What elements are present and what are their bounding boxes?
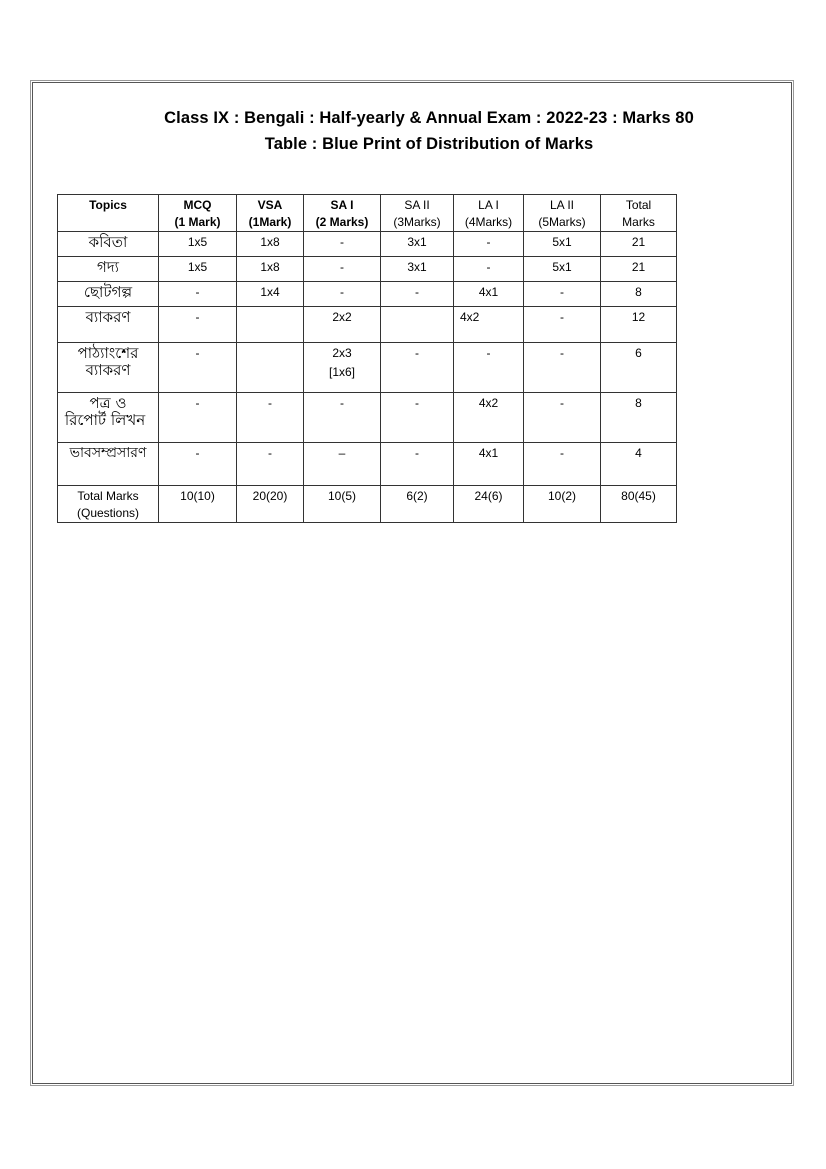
table-cell: - [237, 443, 304, 486]
table-cell: 5x1 [524, 232, 601, 257]
table-cell: - [304, 257, 381, 282]
table-cell: – [304, 443, 381, 486]
table-cell: 5x1 [524, 257, 601, 282]
table-row [58, 307, 677, 343]
table-row [58, 257, 677, 282]
table-cell: - [159, 282, 237, 307]
column-header: Total Marks [601, 195, 677, 232]
total-cell: 24(6) [454, 486, 524, 523]
topic-cell: কবিতা [58, 232, 159, 257]
table-cell: 4 [601, 443, 677, 486]
column-header: LA II (5Marks) [524, 195, 601, 232]
table-row [58, 393, 677, 443]
table-cell: - [524, 282, 601, 307]
total-label-cell: Total Marks (Questions) [58, 486, 159, 523]
column-header: Topics [58, 195, 159, 232]
total-cell: 10(2) [524, 486, 601, 523]
column-header: LA I (4Marks) [454, 195, 524, 232]
table-caption: Table : Blue Print of Distribution of Marks [264, 135, 594, 153]
table-cell: 1x8 [237, 257, 304, 282]
table-row [58, 232, 677, 257]
table-cell: - [304, 282, 381, 307]
table-cell: - [381, 393, 454, 443]
table-cell: 2x3 [1x6] [304, 343, 381, 393]
total-cell: 20(20) [237, 486, 304, 523]
blueprint-table [57, 194, 677, 523]
topic-cell: পত্র ও রিপোর্ট লিখন [58, 393, 159, 443]
table-cell: 1x4 [237, 282, 304, 307]
total-cell: 10(5) [304, 486, 381, 523]
table-cell [237, 307, 304, 343]
table-cell: 8 [601, 393, 677, 443]
table-cell: - [304, 232, 381, 257]
total-cell: 10(10) [159, 486, 237, 523]
table-cell: 3x1 [381, 257, 454, 282]
table-cell: 3x1 [381, 232, 454, 257]
table-cell: - [159, 393, 237, 443]
table-cell: - [381, 282, 454, 307]
table-cell: - [159, 343, 237, 393]
table-cell: - [524, 393, 601, 443]
table-cell: - [237, 393, 304, 443]
table-cell [381, 307, 454, 343]
table-cell: 6 [601, 343, 677, 393]
table-cell: 8 [601, 282, 677, 307]
column-header: SA I (2 Marks) [304, 195, 381, 232]
table-cell: 1x5 [159, 232, 237, 257]
table-cell: - [381, 443, 454, 486]
table-cell: - [524, 307, 601, 343]
table-cell: - [381, 343, 454, 393]
table-cell: - [454, 257, 524, 282]
table-cell: 21 [601, 232, 677, 257]
table-cell: 4x1 [454, 443, 524, 486]
table-cell: - [454, 343, 524, 393]
topic-cell: ছোটগল্প [58, 282, 159, 307]
topic-cell: ব্যাকরণ [58, 307, 159, 343]
table-cell: - [524, 443, 601, 486]
table-row [58, 343, 677, 393]
column-header: SA II (3Marks) [381, 195, 454, 232]
table-cell: 21 [601, 257, 677, 282]
topic-cell: পাঠ্যাংশের ব্যাকরণ [58, 343, 159, 393]
document-title: Class IX : Bengali : Half-yearly & Annual Exam : 2022-23 : Marks 80 [164, 109, 694, 127]
table-cell: 1x8 [237, 232, 304, 257]
table-cell: 4x2 [454, 393, 524, 443]
column-header: MCQ (1 Mark) [159, 195, 237, 232]
total-row [58, 486, 677, 523]
table-cell: - [454, 232, 524, 257]
table-cell: 4x2 [454, 307, 524, 343]
table-cell: 1x5 [159, 257, 237, 282]
column-header: VSA (1Mark) [237, 195, 304, 232]
topic-cell: গদ্য [58, 257, 159, 282]
table-cell: 2x2 [304, 307, 381, 343]
total-cell: 80(45) [601, 486, 677, 523]
table-cell: - [304, 393, 381, 443]
topic-cell: ভাবসম্প্রসারণ [58, 443, 159, 486]
table-cell: - [524, 343, 601, 393]
table-header-row [58, 195, 677, 232]
table-cell: - [159, 307, 237, 343]
table-cell: 12 [601, 307, 677, 343]
table-cell: 4x1 [454, 282, 524, 307]
table-row [58, 282, 677, 307]
table-cell [237, 343, 304, 393]
total-cell: 6(2) [381, 486, 454, 523]
table-cell: - [159, 443, 237, 486]
table-row [58, 443, 677, 486]
